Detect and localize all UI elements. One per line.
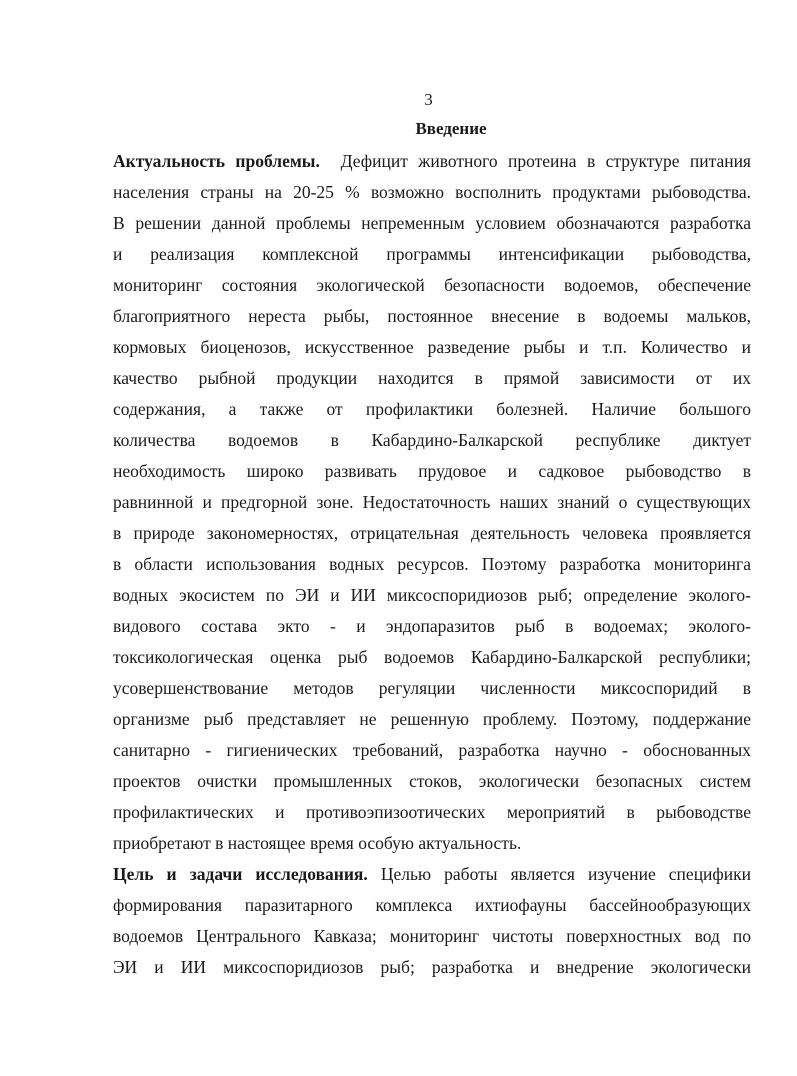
paragraph-line: качество рыбной продукции находится в прямой зависимости от их (113, 368, 751, 388)
paragraph-line: равнинной и предгорной зоне. Недостаточность наших знаний о существующих (113, 492, 751, 512)
paragraph-line: количества водоемов в Кабардино-Балкарской республике диктует (113, 430, 751, 450)
paragraph-line: формирования паразитарного комплекса ихтиофауны бассейнообразующих (113, 895, 751, 915)
paragraph-line: усовершенствование методов регуляции численности миксоспоридий в (113, 678, 751, 698)
paragraph-line: токсикологическая оценка рыб водоемов Кабардино-Балкарской республики; (113, 647, 751, 667)
paragraph-line: мониторинг состояния экологической безопасности водоемов, обеспечение (113, 275, 751, 295)
document-body (113, 146, 751, 983)
paragraph-lead: Актуальность проблемы. (113, 151, 320, 171)
section-heading: Введение (415, 119, 487, 138)
paragraph-lead: Цель и задачи исследования. (113, 864, 368, 884)
paragraph-line: необходимость широко развивать прудовое и садковое рыбоводство в (113, 461, 751, 481)
paragraph-line: благоприятного нереста рыбы, постоянное внесение в водоемы мальков, (113, 306, 751, 326)
paragraph-line: водоемов Центрального Кавказа; мониторинг чистоты поверхностных вод по (113, 926, 751, 946)
paragraph-line: организме рыб представляет не решенную проблему. Поэтому, поддержание (113, 709, 751, 729)
paragraph-line: санитарно - гигиенических требований, разработка научно - обоснованных (113, 740, 751, 760)
paragraph-line: профилактических и противоэпизоотических мероприятий в рыбоводстве (113, 802, 751, 822)
paragraph-line: населения страны на 20-25 % возможно восполнить продуктами рыбоводства. (113, 182, 751, 202)
paragraph-line: в области использования водных ресурсов. Поэтому разработка мониторинга (113, 554, 751, 574)
paragraph-line: проектов очистки промышленных стоков, экологически безопасных систем (113, 771, 751, 791)
paragraph-line (113, 146, 751, 177)
page-number: 3 (424, 90, 433, 109)
paragraph-line: В решении данной проблемы непременным условием обозначаются разработка (113, 213, 751, 233)
paragraph-text: Дефицит животного протеина в структуре питания (340, 151, 751, 171)
paragraph-line (113, 859, 751, 890)
paragraph-line: водных экосистем по ЭИ и ИИ миксоспоридиозов рыб; определение эколого- (113, 585, 751, 605)
paragraph-text: Целью работы является изучение специфики (380, 864, 751, 884)
paragraph-line: кормовых биоценозов, искусственное разведение рыбы и т.п. Количество и (113, 337, 751, 357)
paragraph-line: видового состава экто - и эндопаразитов рыб в водоемах; эколого- (113, 616, 751, 636)
paragraph-line: ЭИ и ИИ миксоспоридиозов рыб; разработка и внедрение экологически (113, 957, 751, 977)
paragraph-line: и реализация комплексной программы интенсификации рыбоводства, (113, 244, 751, 264)
paragraph-line: в природе закономерностях, отрицательная деятельность человека проявляется (113, 523, 751, 543)
paragraph-line: содержания, а также от профилактики болезней. Наличие большого (113, 399, 751, 419)
paragraph-line: приобретают в настоящее время особую актуальность. (113, 833, 522, 853)
